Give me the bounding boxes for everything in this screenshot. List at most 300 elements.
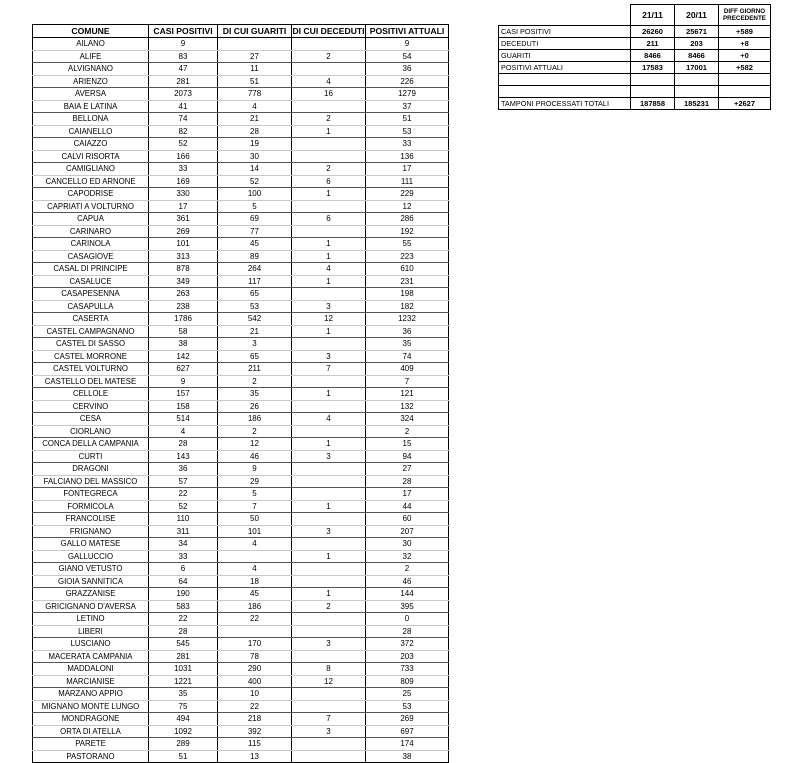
- table-row: [33, 450, 449, 463]
- comune-cell: ALVIGNANO: [33, 63, 149, 76]
- positivi-attuali-cell: 697: [366, 725, 449, 738]
- deceduti-cell: 4: [292, 413, 366, 426]
- positivi-attuali-cell: 60: [366, 513, 449, 526]
- guariti-cell: 69: [218, 213, 292, 226]
- positivi-attuali-cell: 409: [366, 363, 449, 376]
- summary-header-row: [499, 5, 771, 26]
- casi-positivi-cell: 238: [149, 300, 218, 313]
- deceduti-cell: [292, 613, 366, 626]
- comune-cell: CIORLANO: [33, 425, 149, 438]
- positivi-attuali-cell: 30: [366, 538, 449, 551]
- positivi-attuali-cell: 44: [366, 500, 449, 513]
- summary-label: GUARITI: [499, 50, 631, 62]
- guariti-cell: [218, 38, 292, 51]
- positivi-attuali-cell: 94: [366, 450, 449, 463]
- deceduti-cell: [292, 463, 366, 476]
- guariti-cell: 30: [218, 150, 292, 163]
- positivi-attuali-cell: 28: [366, 625, 449, 638]
- table-row: [33, 713, 449, 726]
- guariti-cell: 19: [218, 138, 292, 151]
- guariti-cell: 45: [218, 588, 292, 601]
- casi-positivi-cell: 36: [149, 463, 218, 476]
- deceduti-cell: [292, 700, 366, 713]
- positivi-attuali-cell: 36: [366, 325, 449, 338]
- deceduti-cell: 6: [292, 175, 366, 188]
- comune-cell: CASAL DI PRINCIPE: [33, 263, 149, 276]
- comune-cell: FORMICOLA: [33, 500, 149, 513]
- positivi-attuali-cell: 37: [366, 100, 449, 113]
- summary-label: CASI POSITIVI: [499, 26, 631, 38]
- positivi-attuali-cell: 35: [366, 338, 449, 351]
- positivi-attuali-cell: 395: [366, 600, 449, 613]
- comune-cell: CAMIGLIANO: [33, 163, 149, 176]
- table-row: [33, 163, 449, 176]
- casi-positivi-cell: 35: [149, 688, 218, 701]
- comune-cell: AVERSA: [33, 88, 149, 101]
- casi-positivi-cell: 878: [149, 263, 218, 276]
- table-row: [33, 350, 449, 363]
- positivi-attuali-cell: 203: [366, 650, 449, 663]
- positivi-attuali-cell: 54: [366, 50, 449, 63]
- guariti-cell: 35: [218, 388, 292, 401]
- casi-positivi-cell: 158: [149, 400, 218, 413]
- summary-value-previous: 185231: [675, 98, 719, 110]
- guariti-cell: 50: [218, 513, 292, 526]
- positivi-attuali-cell: 38: [366, 750, 449, 763]
- table-row: [33, 438, 449, 451]
- positivi-attuali-cell: 269: [366, 713, 449, 726]
- comune-cell: CASAPESENNA: [33, 288, 149, 301]
- comune-cell: CONCA DELLA CAMPANIA: [33, 438, 149, 451]
- comune-cell: BAIA E LATINA: [33, 100, 149, 113]
- positivi-attuali-cell: 111: [366, 175, 449, 188]
- table-row: [33, 300, 449, 313]
- deceduti-cell: [292, 650, 366, 663]
- comune-cell: GRICIGNANO D'AVERSA: [33, 600, 149, 613]
- table-row: [33, 525, 449, 538]
- table-row: [33, 625, 449, 638]
- guariti-cell: 18: [218, 575, 292, 588]
- deceduti-cell: [292, 38, 366, 51]
- summary-value-previous: 17001: [675, 62, 719, 74]
- comune-cell: GIOIA SANNITICA: [33, 575, 149, 588]
- deceduti-cell: [292, 200, 366, 213]
- casi-positivi-cell: 22: [149, 613, 218, 626]
- positivi-attuali-cell: 226: [366, 75, 449, 88]
- deceduti-cell: 3: [292, 450, 366, 463]
- summary-header-blank: [499, 5, 631, 26]
- summary-row: [499, 26, 771, 38]
- summary-header-diff: DIFF GIORNO PRECEDENTE: [719, 5, 771, 26]
- positivi-attuali-cell: 121: [366, 388, 449, 401]
- table-row: [33, 288, 449, 301]
- comune-cell: CASTELLO DEL MATESE: [33, 375, 149, 388]
- positivi-attuali-cell: 1279: [366, 88, 449, 101]
- comune-cell: DRAGONI: [33, 463, 149, 476]
- guariti-cell: 29: [218, 475, 292, 488]
- guariti-cell: 53: [218, 300, 292, 313]
- table-row: [33, 425, 449, 438]
- summary-label: [499, 86, 631, 98]
- summary-diff: +589: [719, 26, 771, 38]
- comune-cell: CAIAZZO: [33, 138, 149, 151]
- positivi-attuali-cell: 0: [366, 613, 449, 626]
- comune-cell: FONTEGRECA: [33, 488, 149, 501]
- summary-value-previous: 8466: [675, 50, 719, 62]
- casi-positivi-cell: 9: [149, 38, 218, 51]
- col-header-guariti: DI CUI GUARITI: [218, 25, 292, 38]
- guariti-cell: 27: [218, 50, 292, 63]
- deceduti-cell: 1: [292, 500, 366, 513]
- casi-positivi-cell: 1031: [149, 663, 218, 676]
- table-row: [33, 125, 449, 138]
- table-row: [33, 613, 449, 626]
- table-row: [33, 688, 449, 701]
- casi-positivi-cell: 1092: [149, 725, 218, 738]
- positivi-attuali-cell: 231: [366, 275, 449, 288]
- casi-positivi-cell: 52: [149, 500, 218, 513]
- summary-diff: [719, 86, 771, 98]
- table-row: [33, 38, 449, 51]
- deceduti-cell: [292, 338, 366, 351]
- summary-value-previous: [675, 86, 719, 98]
- table-row: [33, 113, 449, 126]
- deceduti-cell: 3: [292, 350, 366, 363]
- summary-value-previous: [675, 74, 719, 86]
- casi-positivi-cell: 545: [149, 638, 218, 651]
- deceduti-cell: 1: [292, 438, 366, 451]
- comune-cell: CASTEL MORRONE: [33, 350, 149, 363]
- guariti-cell: 211: [218, 363, 292, 376]
- deceduti-cell: 1: [292, 550, 366, 563]
- positivi-attuali-cell: 46: [366, 575, 449, 588]
- table-row: [33, 150, 449, 163]
- table-row: [33, 263, 449, 276]
- guariti-cell: 101: [218, 525, 292, 538]
- deceduti-cell: 2: [292, 50, 366, 63]
- summary-diff: +0: [719, 50, 771, 62]
- summary-row: [499, 74, 771, 86]
- deceduti-cell: 1: [292, 275, 366, 288]
- casi-positivi-cell: 64: [149, 575, 218, 588]
- casi-positivi-cell: 263: [149, 288, 218, 301]
- positivi-attuali-cell: 27: [366, 463, 449, 476]
- summary-value-current: [631, 86, 675, 98]
- positivi-attuali-cell: 74: [366, 350, 449, 363]
- deceduti-cell: [292, 488, 366, 501]
- casi-positivi-cell: 166: [149, 150, 218, 163]
- guariti-cell: 4: [218, 100, 292, 113]
- table-row: [33, 50, 449, 63]
- guariti-cell: 14: [218, 163, 292, 176]
- guariti-cell: 170: [218, 638, 292, 651]
- casi-positivi-cell: 28: [149, 625, 218, 638]
- casi-positivi-cell: 17: [149, 200, 218, 213]
- table-header-row: [33, 25, 449, 38]
- table-row: [33, 500, 449, 513]
- comune-cell: ARIENZO: [33, 75, 149, 88]
- positivi-attuali-cell: 1232: [366, 313, 449, 326]
- table-row: [33, 75, 449, 88]
- table-row: [33, 475, 449, 488]
- table-row: [33, 463, 449, 476]
- guariti-cell: 3: [218, 338, 292, 351]
- guariti-cell: 542: [218, 313, 292, 326]
- casi-positivi-cell: 349: [149, 275, 218, 288]
- comune-cell: AILANO: [33, 38, 149, 51]
- guariti-cell: 21: [218, 113, 292, 126]
- deceduti-cell: 3: [292, 638, 366, 651]
- table-row: [33, 363, 449, 376]
- summary-diff: [719, 74, 771, 86]
- col-header-deceduti: DI CUI DECEDUTI: [292, 25, 365, 36]
- deceduti-cell: 2: [292, 163, 366, 176]
- guariti-cell: 115: [218, 738, 292, 751]
- comune-cell: MARZANO APPIO: [33, 688, 149, 701]
- guariti-cell: 22: [218, 613, 292, 626]
- table-row: [33, 200, 449, 213]
- guariti-cell: 4: [218, 538, 292, 551]
- guariti-cell: 45: [218, 238, 292, 251]
- guariti-cell: [218, 550, 292, 563]
- comune-cell: CELLOLE: [33, 388, 149, 401]
- casi-positivi-cell: 157: [149, 388, 218, 401]
- casi-positivi-cell: 494: [149, 713, 218, 726]
- comune-cell: GRAZZANISE: [33, 588, 149, 601]
- positivi-attuali-cell: 182: [366, 300, 449, 313]
- casi-positivi-cell: 41: [149, 100, 218, 113]
- comune-cell: FALCIANO DEL MASSICO: [33, 475, 149, 488]
- deceduti-cell: 3: [292, 300, 366, 313]
- table-row: [33, 600, 449, 613]
- deceduti-cell: 12: [292, 675, 366, 688]
- casi-positivi-cell: 83: [149, 50, 218, 63]
- comune-cell: CASALUCE: [33, 275, 149, 288]
- positivi-attuali-cell: 733: [366, 663, 449, 676]
- positivi-attuali-cell: 53: [366, 125, 449, 138]
- deceduti-cell: [292, 63, 366, 76]
- table-row: [33, 650, 449, 663]
- summary-label: DECEDUTI: [499, 38, 631, 50]
- guariti-cell: 186: [218, 600, 292, 613]
- positivi-attuali-cell: 2: [366, 563, 449, 576]
- deceduti-cell: 1: [292, 250, 366, 263]
- province-summary-table: [498, 4, 771, 110]
- summary-value-current: [631, 74, 675, 86]
- table-row: [33, 175, 449, 188]
- comune-cell: CASTEL VOLTURNO: [33, 363, 149, 376]
- guariti-cell: 13: [218, 750, 292, 763]
- deceduti-cell: [292, 688, 366, 701]
- guariti-cell: 2: [218, 425, 292, 438]
- comune-cell: CASTEL DI SASSO: [33, 338, 149, 351]
- casi-positivi-cell: 281: [149, 75, 218, 88]
- summary-row: [499, 38, 771, 50]
- deceduti-cell: 16: [292, 88, 366, 101]
- table-row: [33, 213, 449, 226]
- comune-cell: PASTORANO: [33, 750, 149, 763]
- comune-cell: CESA: [33, 413, 149, 426]
- casi-positivi-cell: 269: [149, 225, 218, 238]
- casi-positivi-cell: 143: [149, 450, 218, 463]
- positivi-attuali-cell: 198: [366, 288, 449, 301]
- casi-positivi-cell: 58: [149, 325, 218, 338]
- table-row: [33, 638, 449, 651]
- summary-row: [499, 62, 771, 74]
- comuni-cases-table: [32, 24, 449, 763]
- col-header-casi-positivi: CASI POSITIVI: [149, 25, 218, 38]
- positivi-attuali-cell: 229: [366, 188, 449, 201]
- guariti-cell: 5: [218, 200, 292, 213]
- comune-cell: FRANCOLISE: [33, 513, 149, 526]
- deceduti-cell: 2: [292, 113, 366, 126]
- summary-diff: +2627: [719, 98, 771, 110]
- guariti-cell: 778: [218, 88, 292, 101]
- casi-positivi-cell: 311: [149, 525, 218, 538]
- summary-value-current: 8466: [631, 50, 675, 62]
- casi-positivi-cell: 22: [149, 488, 218, 501]
- casi-positivi-cell: 47: [149, 63, 218, 76]
- comune-cell: ORTA DI ATELLA: [33, 725, 149, 738]
- positivi-attuali-cell: 192: [366, 225, 449, 238]
- casi-positivi-cell: 289: [149, 738, 218, 751]
- positivi-attuali-cell: 286: [366, 213, 449, 226]
- deceduti-cell: [292, 288, 366, 301]
- guariti-cell: 26: [218, 400, 292, 413]
- deceduti-cell: [292, 475, 366, 488]
- casi-positivi-cell: 28: [149, 438, 218, 451]
- comune-cell: LUSCIANO: [33, 638, 149, 651]
- deceduti-cell: 3: [292, 725, 366, 738]
- positivi-attuali-cell: 32: [366, 550, 449, 563]
- table-row: [33, 63, 449, 76]
- guariti-cell: 264: [218, 263, 292, 276]
- summary-label: POSITIVI ATTUALI: [499, 62, 631, 74]
- table-row: [33, 388, 449, 401]
- positivi-attuali-cell: 207: [366, 525, 449, 538]
- positivi-attuali-cell: 174: [366, 738, 449, 751]
- positivi-attuali-cell: 7: [366, 375, 449, 388]
- table-row: [33, 513, 449, 526]
- comune-cell: CAPODRISE: [33, 188, 149, 201]
- guariti-cell: 290: [218, 663, 292, 676]
- summary-value-current: 211: [631, 38, 675, 50]
- comune-cell: BELLONA: [33, 113, 149, 126]
- deceduti-cell: 4: [292, 75, 366, 88]
- summary-label: TAMPONI PROCESSATI TOTALI: [499, 98, 631, 110]
- guariti-cell: 392: [218, 725, 292, 738]
- casi-positivi-cell: 34: [149, 538, 218, 551]
- comune-cell: CASAPULLA: [33, 300, 149, 313]
- guariti-cell: 51: [218, 75, 292, 88]
- summary-header-date-previous: 20/11: [675, 5, 719, 26]
- positivi-attuali-cell: 9: [366, 38, 449, 51]
- guariti-cell: 186: [218, 413, 292, 426]
- casi-positivi-cell: 9: [149, 375, 218, 388]
- table-row: [33, 313, 449, 326]
- guariti-cell: 2: [218, 375, 292, 388]
- positivi-attuali-cell: 144: [366, 588, 449, 601]
- deceduti-cell: [292, 150, 366, 163]
- table-row: [33, 275, 449, 288]
- table-row: [33, 588, 449, 601]
- guariti-cell: 52: [218, 175, 292, 188]
- comune-cell: MIGNANO MONTE LUNGO: [33, 700, 149, 713]
- comune-cell: LIBERI: [33, 625, 149, 638]
- comune-cell: CALVI RISORTA: [33, 150, 149, 163]
- comune-cell: FRIGNANO: [33, 525, 149, 538]
- guariti-cell: 21: [218, 325, 292, 338]
- table-row: [33, 225, 449, 238]
- deceduti-cell: [292, 425, 366, 438]
- casi-positivi-cell: 33: [149, 163, 218, 176]
- deceduti-cell: [292, 563, 366, 576]
- casi-positivi-cell: 110: [149, 513, 218, 526]
- deceduti-cell: 12: [292, 313, 366, 326]
- guariti-cell: 11: [218, 63, 292, 76]
- guariti-cell: 89: [218, 250, 292, 263]
- deceduti-cell: [292, 375, 366, 388]
- deceduti-cell: 7: [292, 363, 366, 376]
- positivi-attuali-cell: 372: [366, 638, 449, 651]
- positivi-attuali-cell: 51: [366, 113, 449, 126]
- casi-positivi-cell: 38: [149, 338, 218, 351]
- comune-cell: GALLUCCIO: [33, 550, 149, 563]
- comune-cell: CAPUA: [33, 213, 149, 226]
- positivi-attuali-cell: 25: [366, 688, 449, 701]
- deceduti-cell: 3: [292, 525, 366, 538]
- positivi-attuali-cell: 17: [366, 488, 449, 501]
- comune-cell: GIANO VETUSTO: [33, 563, 149, 576]
- comune-cell: CASTEL CAMPAGNANO: [33, 325, 149, 338]
- guariti-cell: 9: [218, 463, 292, 476]
- deceduti-cell: [292, 625, 366, 638]
- guariti-cell: 4: [218, 563, 292, 576]
- deceduti-cell: [292, 575, 366, 588]
- comune-cell: CANCELLO ED ARNONE: [33, 175, 149, 188]
- deceduti-cell: [292, 225, 366, 238]
- deceduti-cell: [292, 100, 366, 113]
- deceduti-cell: 1: [292, 238, 366, 251]
- positivi-attuali-cell: 610: [366, 263, 449, 276]
- positivi-attuali-cell: 809: [366, 675, 449, 688]
- table-row: [33, 138, 449, 151]
- deceduti-cell: 1: [292, 388, 366, 401]
- table-row: [33, 538, 449, 551]
- deceduti-cell: [292, 738, 366, 751]
- casi-positivi-cell: 33: [149, 550, 218, 563]
- positivi-attuali-cell: 2: [366, 425, 449, 438]
- col-header-positivi-attuali: POSITIVI ATTUALI: [366, 25, 449, 38]
- casi-positivi-cell: 4: [149, 425, 218, 438]
- summary-label: [499, 74, 631, 86]
- guariti-cell: 65: [218, 350, 292, 363]
- comune-cell: CERVINO: [33, 400, 149, 413]
- guariti-cell: 78: [218, 650, 292, 663]
- comune-cell: CAIANELLO: [33, 125, 149, 138]
- casi-positivi-cell: 169: [149, 175, 218, 188]
- col-header-comune: COMUNE: [33, 25, 149, 38]
- casi-positivi-cell: 52: [149, 138, 218, 151]
- deceduti-cell: [292, 538, 366, 551]
- casi-positivi-cell: 514: [149, 413, 218, 426]
- deceduti-cell: 1: [292, 125, 366, 138]
- deceduti-cell: [292, 400, 366, 413]
- table-row: [33, 725, 449, 738]
- positivi-attuali-cell: 55: [366, 238, 449, 251]
- guariti-cell: [218, 625, 292, 638]
- casi-positivi-cell: 1221: [149, 675, 218, 688]
